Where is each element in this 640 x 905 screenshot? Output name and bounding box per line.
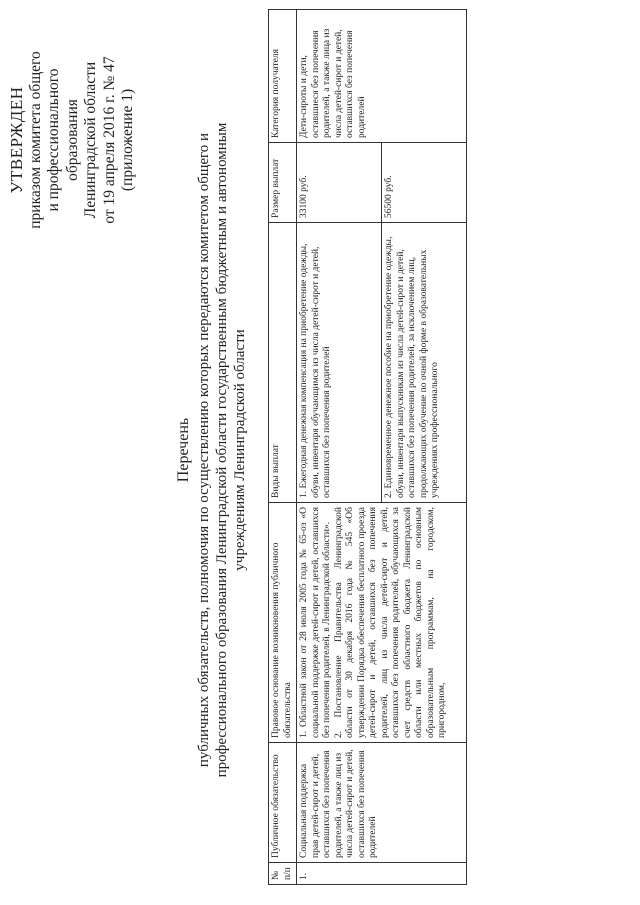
cell-kinds — [297, 223, 467, 503]
header-category: Категория получателя — [269, 10, 297, 143]
cell-category: Дети-сироты и дети, оставшиеся без попечения родителей, а также лица из числа детей-сирот и детей, оставшихся без попечения родителей — [297, 10, 467, 143]
cell-num: 1. — [297, 863, 467, 885]
approval-line: и профессионального — [45, 68, 62, 212]
table-row — [297, 10, 467, 885]
heading-line: публичных обязательств, полномочия по осуществлению которых передаются комитетом общего и — [196, 132, 212, 768]
document-title: Перечень — [175, 417, 192, 483]
amount-item: 56500 руб. — [384, 175, 394, 218]
approval-line: образования — [63, 99, 81, 181]
heading-line: учреждениям Ленинградской области — [232, 329, 248, 571]
cell-basis — [297, 503, 467, 743]
kind-item: 1. Ежегодная денежная компенсация на приобретение одежды, обуви, инвентаря обучающимся из числа детей-сирот и детей, оставшихся без попечения родителей — [297, 223, 382, 502]
amount-item: 33100 руб. — [297, 143, 382, 222]
approval-line: Ленинградской области — [82, 61, 99, 219]
basis-item: 1. Областной закон от 28 июля 2005 года № 65-оз «О социальной поддержке детей-сирот и детей, оставшихся без попечения родителей, в Ленинградской области». — [299, 507, 332, 738]
approval-block — [8, 25, 138, 255]
header-num: № п/п — [269, 863, 297, 885]
obligations-table-wrapper — [268, 10, 467, 885]
approval-line: приказом комитета общего — [26, 51, 44, 229]
cell-obligation: Социальная поддержка прав детей-сирот и детей, оставшихся без попечения родителей, а также лиц из числа детей-сирот и детей, оставшихся без попечения родителей — [297, 743, 467, 863]
kind-item: 2. Единовременное денежное пособие на приобретение одежды, обуви, инвентаря выпускникам из числа детей-сирот и детей, оставшихся без попечения родителей, за исключением лиц, продолжающих обучение по очной форме в образовательных учреждениях профессионального — [384, 236, 440, 498]
header-basis: Правовое основание возникновения публичного обязательства — [269, 503, 297, 743]
approval-title: УТВЕРЖДЕН — [7, 86, 26, 194]
basis-item: 2. Постановление Правительства Ленинградской области от 30 декабря 2016 года № 545 «Об утверждении Порядка обеспечения бесплатного проезда детей-сирот и детей, оставшихся без попечения родителей, лиц из числа детей-сирот и детей, оставшихся без попечения родителей, обучающихся за счет средств областного бюджета Ленинградской области или местных бюджетов по основным образовательным программам, на городском, пригородном, — [333, 507, 447, 738]
header-kinds: Виды выплат — [269, 223, 297, 503]
obligations-table — [268, 9, 467, 885]
document-heading — [175, 25, 249, 875]
cell-amount — [297, 143, 467, 223]
header-obligation: Публичное обязательство — [269, 743, 297, 863]
approval-line: (приложение 1) — [119, 88, 136, 192]
header-amount: Размер выплат — [269, 143, 297, 223]
table-header-row — [269, 10, 297, 885]
approval-line: от 19 апреля 2016 г. № 47 — [100, 56, 118, 224]
heading-line: профессионального образования Ленинградской области государственным бюджетным и автономным — [214, 122, 230, 778]
